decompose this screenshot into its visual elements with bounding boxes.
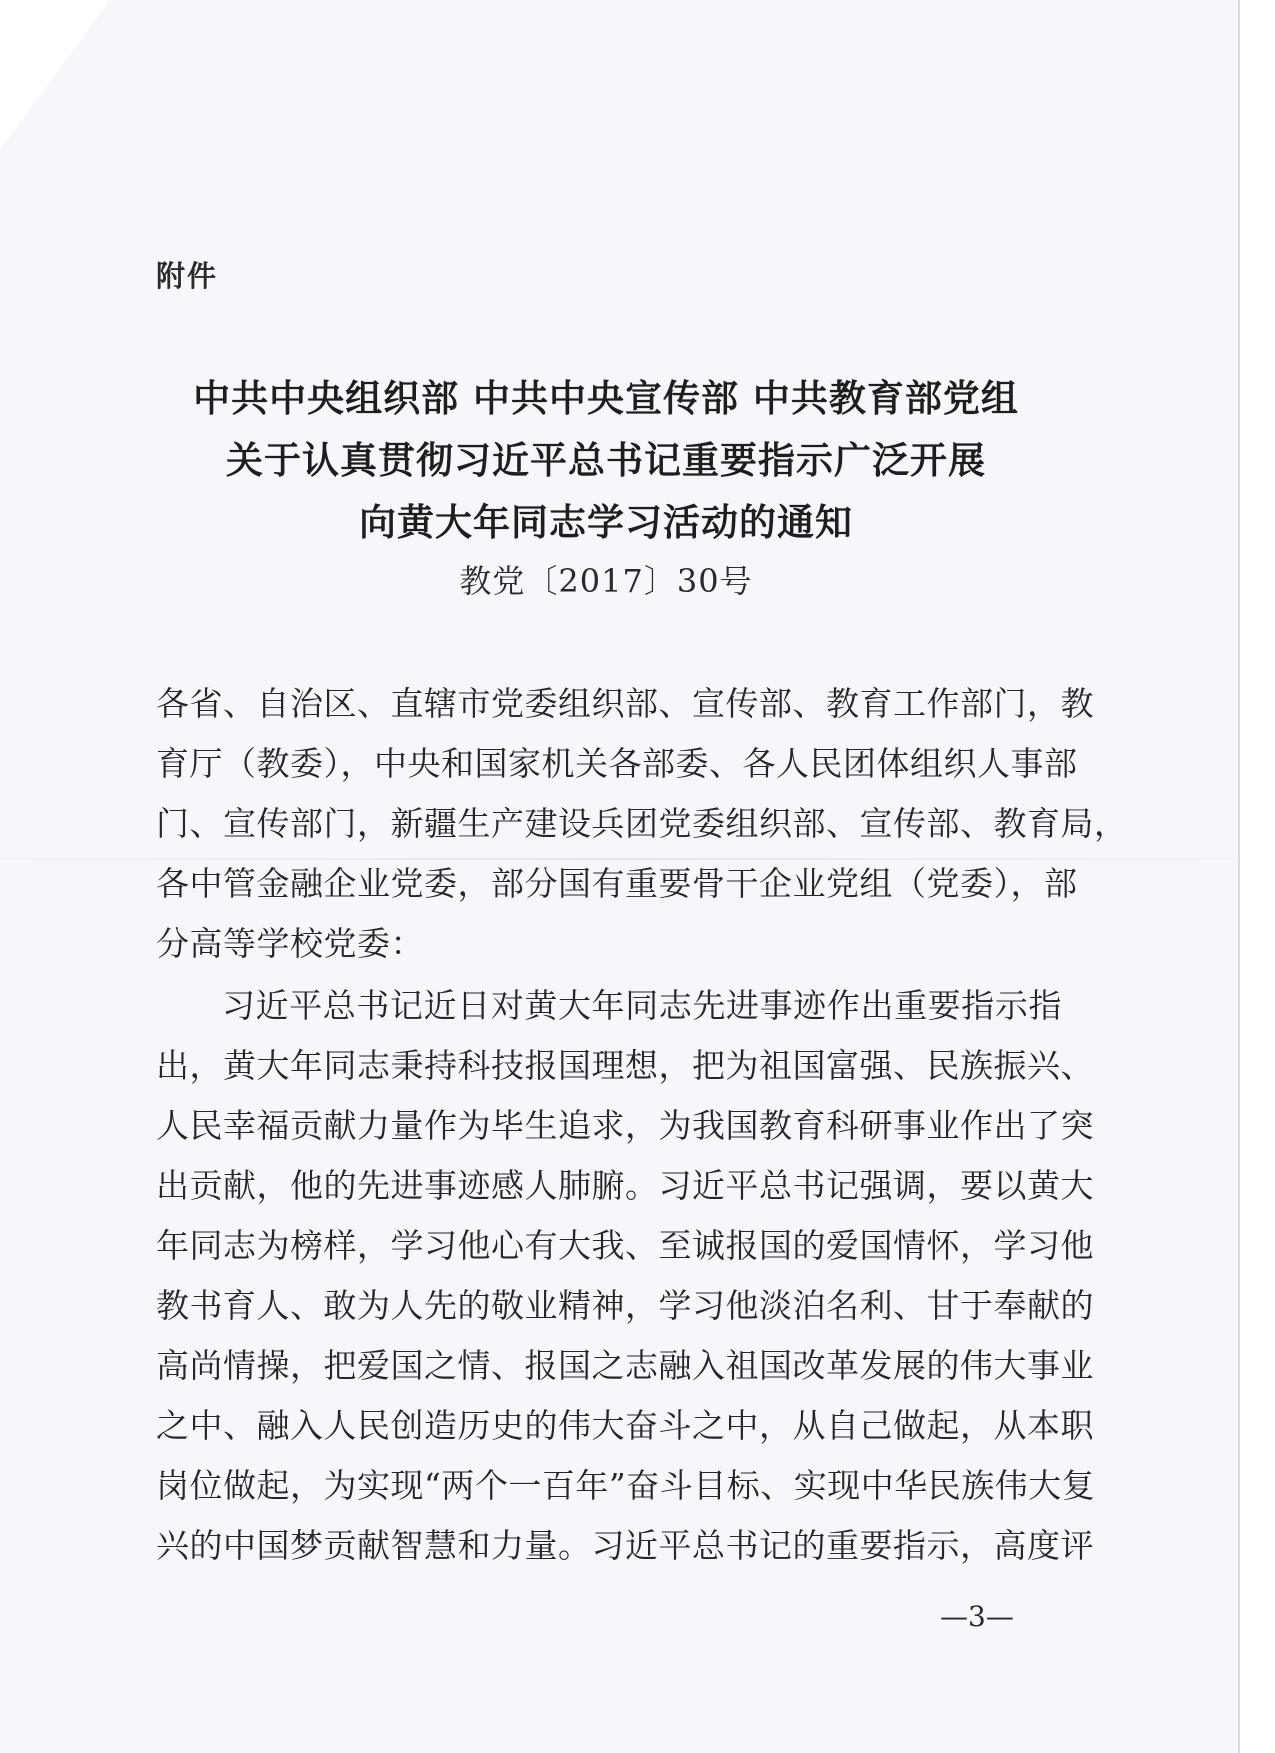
- body-paragraph-line: 出贡献，他的先进事迹感人肺腑。习近平总书记强调，要以黄大: [156, 1166, 1094, 1205]
- body-paragraph-line: 习近平总书记近日对黄大年同志先进事迹作出重要指示指: [222, 986, 1062, 1025]
- body-paragraph-line: 兴的中国梦贡献智慧和力量。习近平总书记的重要指示，高度评: [156, 1526, 1094, 1565]
- addressee-line: 育厅（教委），中央和国家机关各部委、各人民团体组织人事部: [156, 744, 1078, 783]
- addressee-line: 各中管金融企业党委，部分国有重要骨干企业党组（党委），部: [156, 864, 1078, 903]
- addressee-line: 各省、自治区、直辖市党委组织部、宣传部、教育工作部门，教: [156, 684, 1094, 723]
- addressee-line: 分高等学校党委：: [156, 924, 424, 963]
- title-line-3: 向黄大年同志学习活动的通知: [359, 500, 853, 544]
- page-number: —3—: [940, 1600, 1014, 1633]
- addressee-line: 门、宣传部门，新疆生产建设兵团党委组织部、宣传部、教育局，: [156, 804, 1128, 843]
- body-paragraph-line: 出，黄大年同志秉持科技报国理想，把为祖国富强、民族振兴、: [156, 1046, 1094, 1085]
- body-paragraph-line: 年同志为榜样，学习他心有大我、至诚报国的爱国情怀，学习他: [156, 1226, 1094, 1265]
- scan-margin: [1238, 0, 1275, 1753]
- body-paragraph-line: 高尚情操，把爱国之情、报国之志融入祖国改革发展的伟大事业: [156, 1346, 1094, 1385]
- body-paragraph-line: 人民幸福贡献力量作为毕生追求，为我国教育科研事业作出了突: [156, 1106, 1094, 1145]
- attachment-label: 附件: [156, 259, 219, 293]
- folded-corner: [0, 0, 110, 150]
- body-paragraph-line: 之中、融入人民创造历史的伟大奋斗之中，从自己做起，从本职: [156, 1406, 1094, 1445]
- title-line-2: 关于认真贯彻习近平总书记重要指示广泛开展: [226, 438, 986, 482]
- document-number: 教党〔2017〕30号: [459, 562, 753, 600]
- body-paragraph-line: 教书育人、敢为人先的敬业精神，学习他淡泊名利、甘于奉献的: [156, 1286, 1094, 1325]
- body-paragraph-line: 岗位做起，为实现“两个一百年”奋斗目标、实现中华民族伟大复: [156, 1466, 1096, 1505]
- title-line-1: 中共中央组织部 中共中央宣传部 中共教育部党组: [193, 376, 1019, 420]
